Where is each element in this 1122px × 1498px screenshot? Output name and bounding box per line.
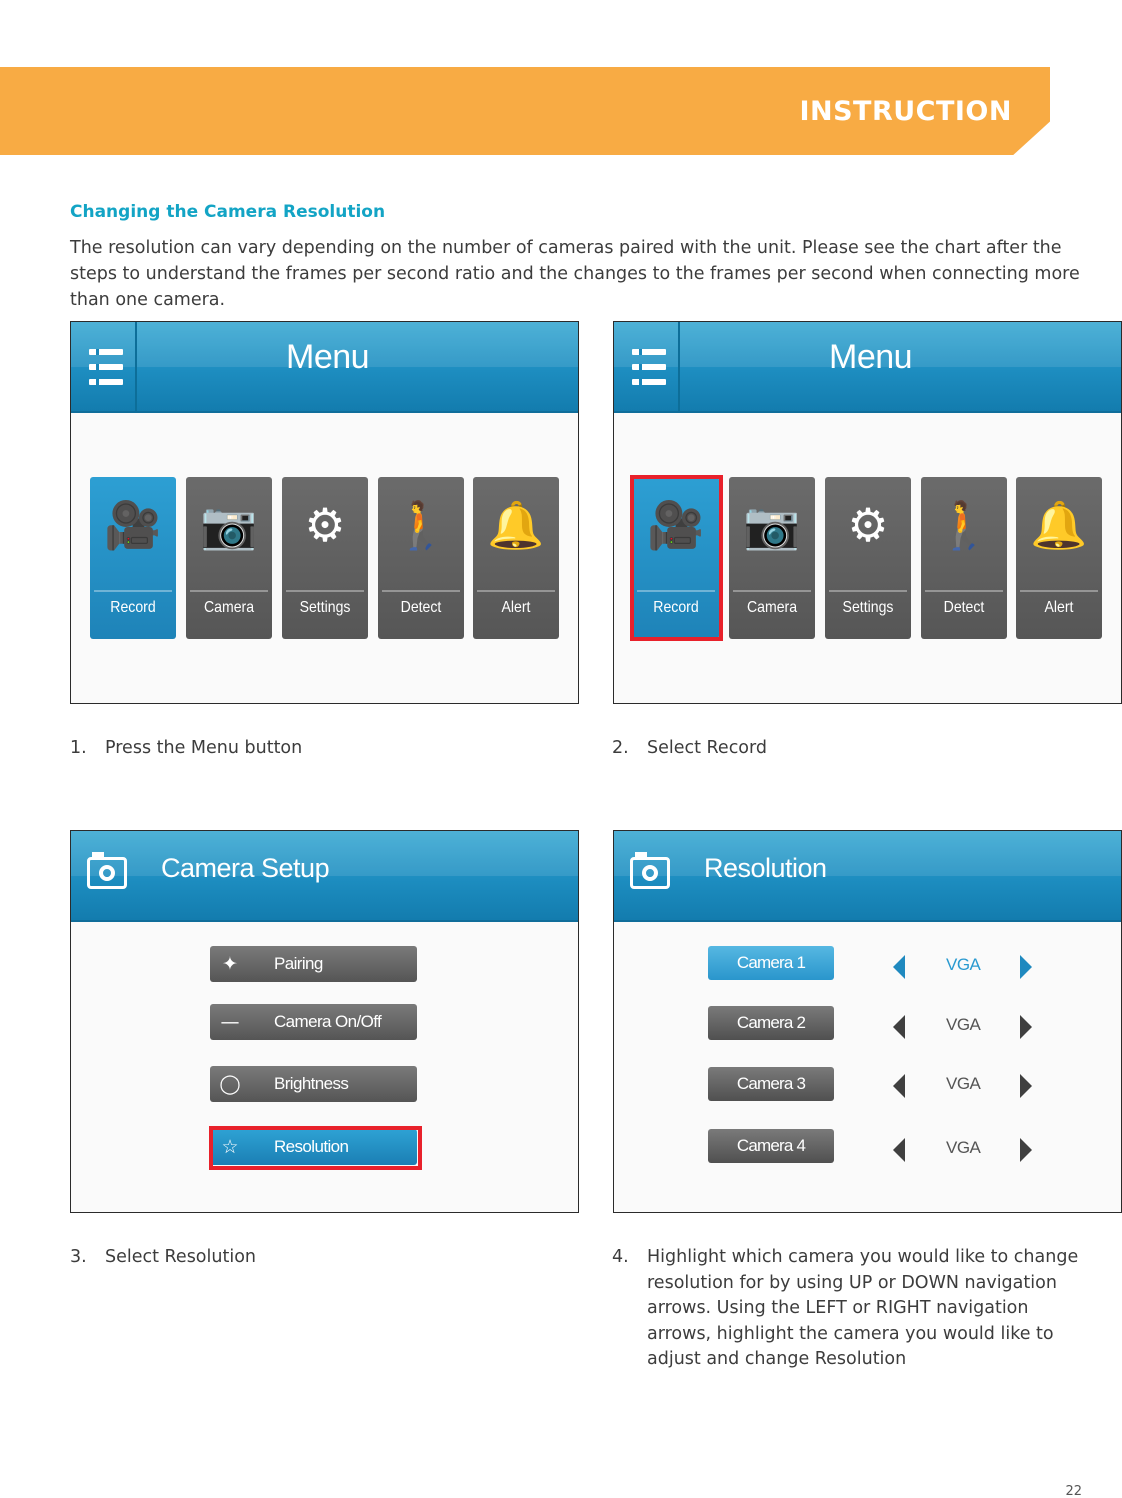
resolution-highlight-box (209, 1126, 422, 1170)
camera-2-button[interactable] (708, 1006, 834, 1040)
intro-paragraph: The resolution can vary depending on the number of cameras paired with the unit. Please see the chart after the steps to understand the frames per second ratio and the changes to the frames per second when connecting more than one camera. (70, 238, 1080, 310)
screen-title: Menu (286, 338, 370, 376)
right-arrow-icon[interactable] (1020, 1015, 1032, 1039)
gears-icon: ⚙ (847, 498, 889, 552)
setup-item-camera-on-off[interactable] (210, 1004, 417, 1040)
tile-settings[interactable] (825, 477, 911, 639)
tile-label: Record (110, 599, 156, 616)
camera-icon (630, 857, 670, 889)
walking-person-icon: 🚶 (935, 498, 993, 552)
screen-header (71, 831, 578, 922)
setup-item-pairing[interactable] (210, 946, 417, 982)
tile-label: Alert (501, 599, 531, 616)
tile-settings[interactable] (282, 477, 368, 639)
right-arrow-icon[interactable] (1020, 955, 1032, 979)
step-text: Select Record (647, 738, 768, 758)
tile-label: Record (653, 599, 699, 616)
camera-icon (87, 857, 127, 889)
setup-item-brightness[interactable] (210, 1066, 417, 1102)
left-arrow-icon[interactable] (893, 1074, 905, 1098)
menu-list-icon (71, 322, 137, 411)
star-icon: ☆ (221, 1136, 239, 1158)
tile-label: Settings (842, 599, 894, 616)
tile-label: Camera (746, 599, 798, 616)
tile-label: Detect (400, 599, 442, 616)
puzzle-icon: ✦ (222, 953, 238, 975)
menu-record-screenshot (613, 321, 1122, 704)
resolution-value: VGA (946, 1138, 981, 1157)
screen-title: Camera Setup (161, 853, 330, 883)
right-arrow-icon[interactable] (1020, 1138, 1032, 1162)
minus-icon: — (220, 1011, 240, 1033)
step-number: 4. (612, 1247, 629, 1267)
section-title: Changing the Camera Resolution (70, 202, 386, 222)
screen-header (614, 831, 1121, 922)
tile-record[interactable] (90, 477, 176, 639)
left-arrow-icon[interactable] (893, 955, 905, 979)
bulb-icon: ◯ (219, 1073, 241, 1095)
camera-1-button[interactable] (708, 946, 834, 980)
camera-3-button[interactable] (708, 1067, 834, 1101)
camera-4-button[interactable] (708, 1129, 834, 1163)
resolution-value: VGA (946, 1015, 981, 1034)
tile-alert[interactable] (473, 477, 559, 639)
camera-setup-screenshot (70, 830, 579, 1213)
resolution-value: VGA (946, 1074, 981, 1093)
screen-title: Menu (829, 338, 913, 376)
banner-title: INSTRUCTION (799, 96, 1012, 127)
gears-icon: ⚙ (304, 498, 346, 552)
left-arrow-icon[interactable] (893, 1015, 905, 1039)
resolution-screenshot (613, 830, 1122, 1213)
tile-detect[interactable] (921, 477, 1007, 639)
camera-label: Camera 3 (736, 1074, 806, 1093)
setup-item-label: Pairing (274, 954, 323, 973)
tile-label: Camera (203, 599, 255, 616)
walking-person-icon: 🚶 (392, 498, 450, 552)
setup-item-label: Resolution (274, 1137, 349, 1156)
menu-list-icon (614, 322, 680, 411)
resolution-value: VGA (946, 955, 981, 974)
page-number: 22 (1065, 1484, 1082, 1498)
camera-label: Camera 4 (736, 1136, 806, 1155)
screen-title: Resolution (704, 853, 827, 883)
video-camera-icon: 🎥 (647, 498, 705, 552)
tile-label: Alert (1044, 599, 1074, 616)
right-arrow-icon[interactable] (1020, 1074, 1032, 1098)
camera-icon: 📷 (743, 498, 801, 552)
video-camera-icon: 🎥 (104, 498, 162, 552)
record-highlight-box (630, 475, 723, 641)
setup-item-label: Brightness (274, 1074, 349, 1093)
screen-header (71, 322, 578, 413)
camera-label: Camera 1 (736, 953, 806, 972)
step-text: Press the Menu button (105, 738, 303, 758)
setup-item-label: Camera On/Off (274, 1012, 382, 1031)
step-text: Highlight which camera you would like to change resolution for by using UP or DOWN navigation arrows. Using the LEFT or RIGHT navigation arrows, highlight the camera you would like to adjust and change Resolution (647, 1247, 1079, 1369)
step-number: 1. (70, 738, 87, 758)
tile-camera[interactable] (729, 477, 815, 639)
tile-label: Detect (943, 599, 985, 616)
step-number: 3. (70, 1247, 87, 1267)
screen-header (614, 322, 1121, 413)
camera-label: Camera 2 (736, 1013, 806, 1032)
tile-detect[interactable] (378, 477, 464, 639)
menu-screenshot (70, 321, 579, 704)
tile-camera[interactable] (186, 477, 272, 639)
left-arrow-icon[interactable] (893, 1138, 905, 1162)
step-text: Select Resolution (105, 1247, 256, 1267)
camera-icon: 📷 (200, 498, 258, 552)
bell-icon: 🔔 (1030, 498, 1088, 552)
tile-alert[interactable] (1016, 477, 1102, 639)
tile-label: Settings (299, 599, 351, 616)
step-number: 2. (612, 738, 629, 758)
bell-icon: 🔔 (487, 498, 545, 552)
